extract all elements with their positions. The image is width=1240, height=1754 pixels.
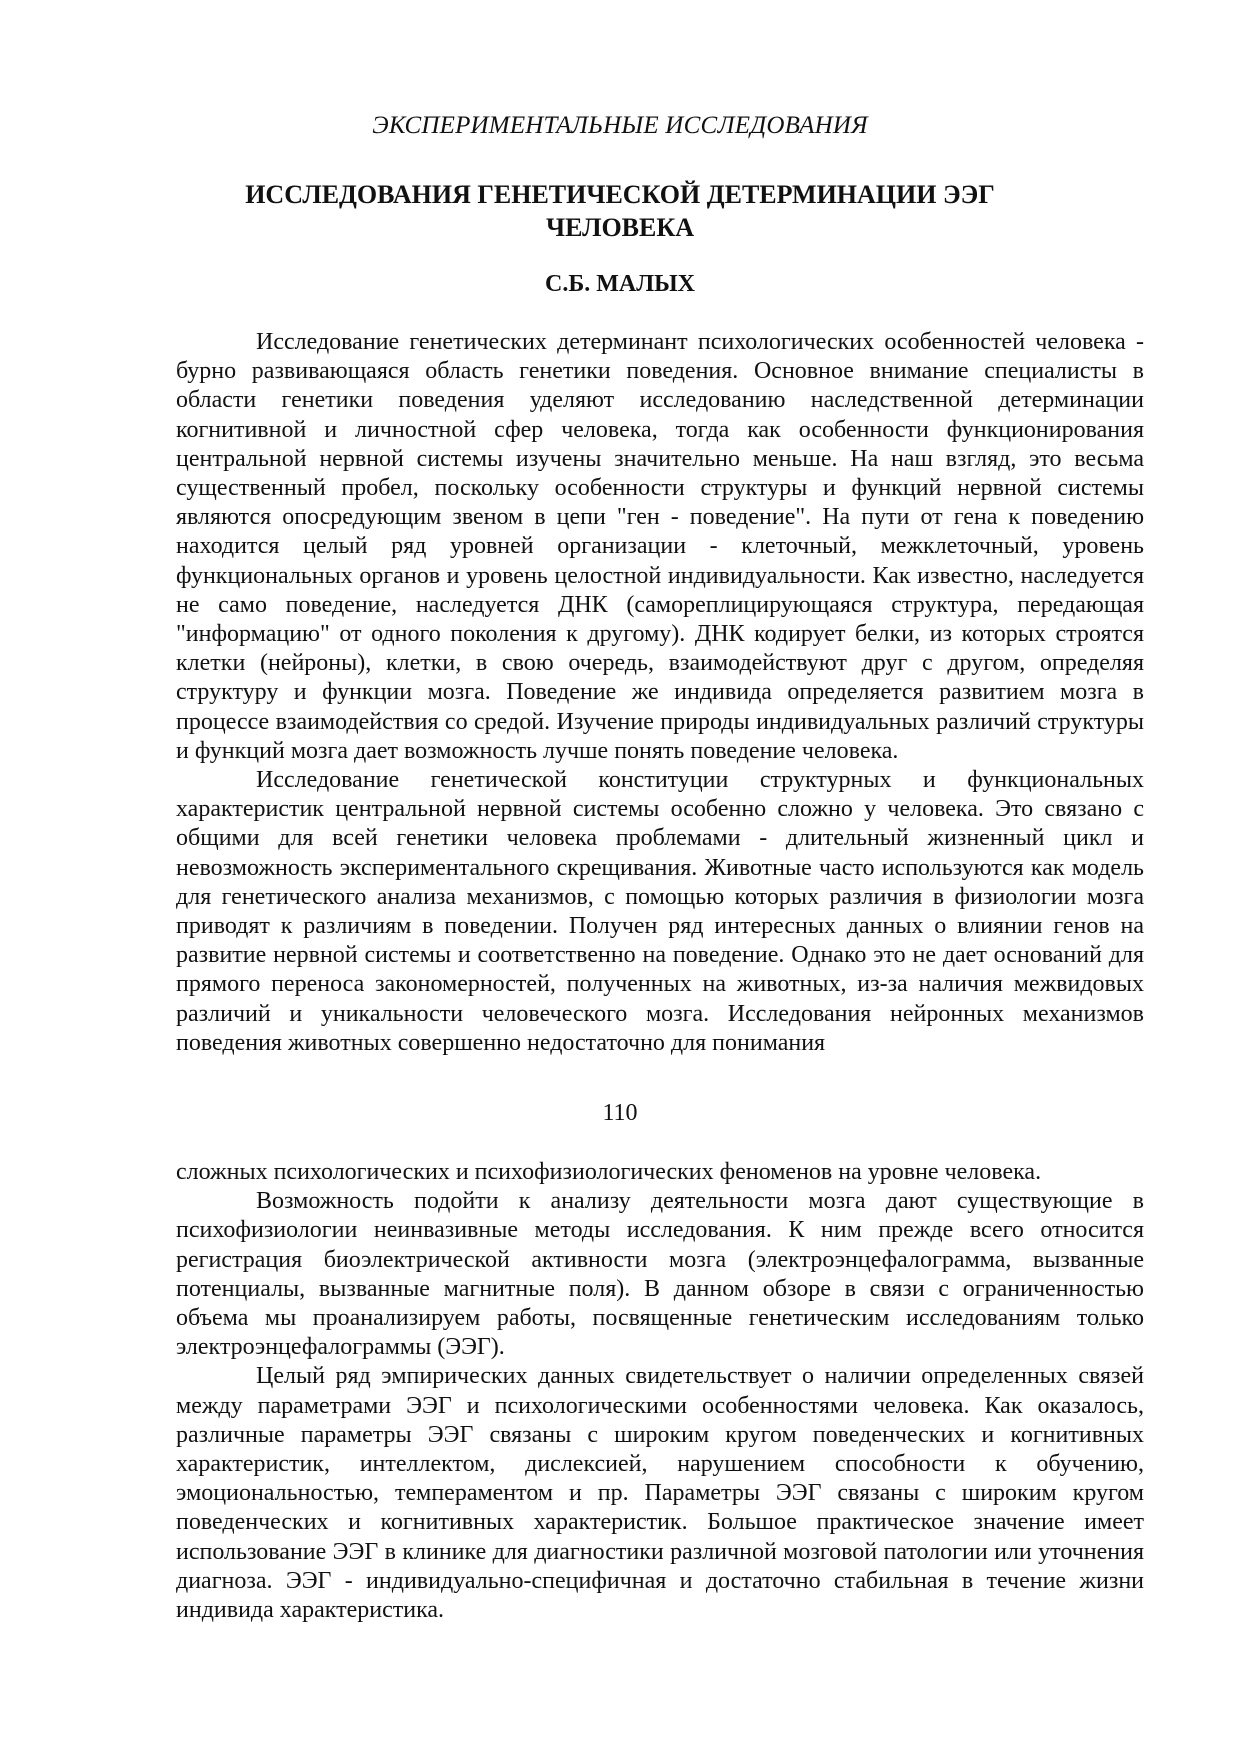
paragraph: Исследование генетических детерминант психологических особенностей человека - бурно развивающаяся область генетики поведения. Основное внимание специалисты в области генетики поведения уделяют исследованию наследственной детерминации когнитивной и личностной сфер человека, тогда как особенности функционирования центральной нервной системы изучены значительно меньше. На наш взгляд, это весьма существенный пробел, поскольку особенности структуры и функций нервной системы являются опосредующим звеном в цепи "ген - поведение". На пути от гена к поведению находится целый ряд уровней организации - клеточный, межклеточный, уровень функциональных органов и уровень целостной индивидуальности. Как известно, наследуется не само поведение, наследуется ДНК (самореплицирующаяся структура, передающая "информацию" от одного поколения к другому). ДНК кодирует белки, из которых строятся клетки (нейроны), клетки, в свою очередь, взаимодействуют друг с другом, определяя структуру и функции мозга. Поведение же индивида определяется развитием мозга в процессе взаимодействия со средой. Изучение природы индивидуальных различий структуры и функций мозга дает возможность лучше понять поведение человека.	[176, 329, 1144, 764]
article-title: ИССЛЕДОВАНИЯ ГЕНЕТИЧЕСКОЙ ДЕТЕРМИНАЦИИ ЭЭГ ЧЕЛОВЕКА	[245, 180, 995, 242]
paragraph: Возможность подойти к анализу деятельности мозга дают существующие в психофизиологии неинвазивные методы исследования. К ним прежде всего относится регистрация биоэлектрической активности мозга (электроэнцефалограмма, вызванные потенциалы, вызванные магнитные поля). В данном обзоре в связи с ограниченностью объема мы проанализируем работы, посвященные генетическим исследованиям только электроэнцефалограммы (ЭЭГ).	[176, 1188, 1144, 1361]
article-author: С.Б. МАЛЫХ	[545, 271, 695, 297]
body-text-top	[176, 328, 1144, 1058]
section-label: ЭКСПЕРИМЕНТАЛЬНЫЕ ИССЛЕДОВАНИЯ	[372, 112, 868, 139]
paragraph-continuation: сложных психологических и психофизиологических феноменов на уровне человека.	[176, 1159, 1042, 1185]
page-number: 110	[602, 1100, 638, 1126]
paragraph: Целый ряд эмпирических данных свидетельствует о наличии определенных связей между параметрами ЭЭГ и психологическими особенностями человека. Как оказалось, различные параметры ЭЭГ связаны с широким кругом поведенческих и когнитивных характеристик, интеллектом, дислексией, нарушением способности к обучению, эмоциональностью, темпераментом и пр. Параметры ЭЭГ связаны с широким кругом поведенческих и когнитивных характеристик. Большое практическое значение имеет использование ЭЭГ в клинике для диагностики различной мозговой патологии или уточнения диагноза. ЭЭГ - индивидуально-специфичная и достаточно стабильная в течение жизни индивида характеристика.	[176, 1363, 1144, 1624]
body-text-bottom	[176, 1158, 1144, 1625]
paragraph: Исследование генетической конституции структурных и функциональных характеристик центральной нервной системы особенно сложно у человека. Это связано с общими для всей генетики человека проблемами - длительный жизненный цикл и невозможность экспериментального скрещивания. Животные часто используются как модель для генетического анализа механизмов, с помощью которых различия в физиологии мозга приводят к различиям в поведении. Получен ряд интересных данных о влиянии генов на развитие нервной системы и соответственно на поведение. Однако это не дает оснований для прямого переноса закономерностей, полученных на животных, из-за наличия межвидовых различий и уникальности человеческого мозга. Исследования нейронных механизмов поведения животных совершенно недостаточно для понимания	[176, 767, 1144, 1056]
